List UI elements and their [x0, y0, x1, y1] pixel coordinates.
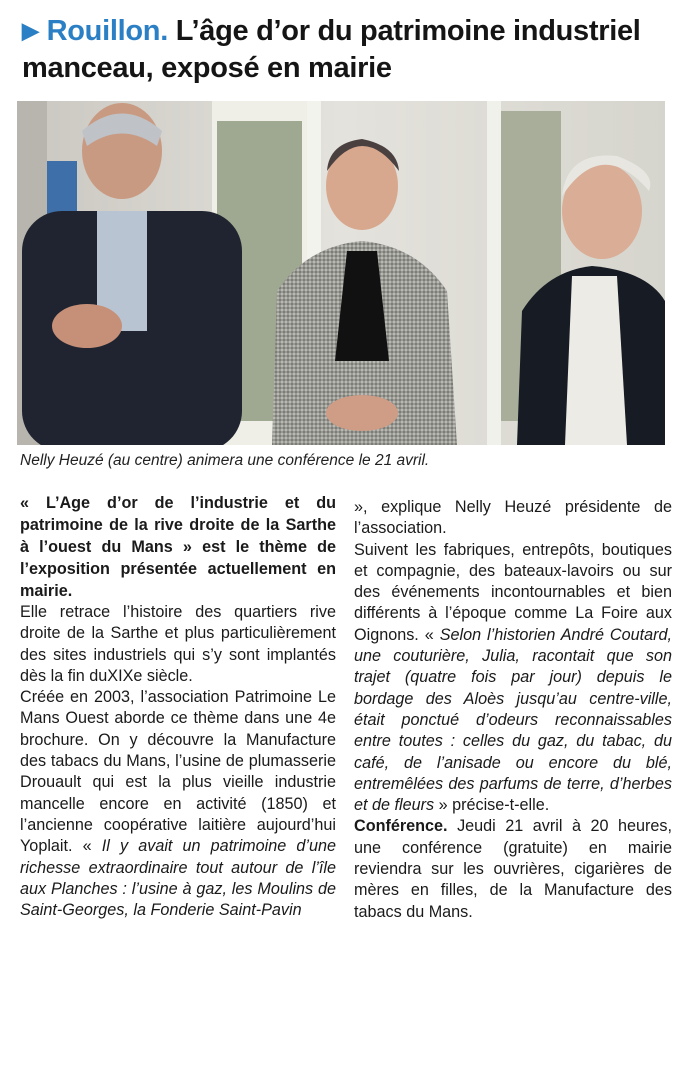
- headline: [22, 12, 672, 87]
- article-paragraph-2: [20, 687, 336, 921]
- headline-title: L’âge d’or du patrimoine industriel manceau, exposé en mairie: [22, 15, 641, 84]
- article-column-1: [20, 492, 336, 921]
- paragraph-3-end: » précise-t-elle.: [434, 796, 550, 815]
- conference-label: Conférence.: [354, 817, 448, 836]
- article-photo: [17, 101, 665, 445]
- article-paragraph-2-end: », explique Nelly Heuzé présidente de l’association.: [354, 498, 672, 538]
- conference-text: Jeudi 21 avril à 20 heures, une conférence (gratuite) en mairie reviendra sur les ouvrières, cigarières de mères en filles, de la Manufacture des tabacs du Mans.: [354, 817, 672, 921]
- paragraph-3-text: Suivent les fabriques, entrepôts, boutiques et compagnie, des bateaux-lavoirs ou sur des événements incontournables et bien différents à l’époque comme La Foire aux Oignons. «: [354, 540, 672, 644]
- article-paragraph-1: Elle retrace l’histoire des quartiers rive droite de la Sarthe et plus particulièrement des sites industriels qui s’y sont implantés dès la fin duXIXe siècle.: [20, 603, 336, 685]
- article-paragraph-4: [354, 816, 672, 922]
- headline-location: Rouillon.: [46, 15, 168, 47]
- article-paragraph-3: [354, 540, 672, 817]
- paragraph-2-quote: Il y avait un patrimoine d’une richesse extraordinaire tout autour de l’île aux Planches : l’usine à gaz, les Moulins de Saint-Georges, la Fonderie Saint-Pavin: [20, 837, 336, 920]
- paragraph-3-quote: Selon l’historien André Coutard, une couturière, Julia, racontait que son trajet (quatre fois par jour) depuis le bordage des Aloès jusqu’au centre-ville, était ponctué d’odeurs reconnaissables entre toutes : celles du gaz, du tabac, du café, de l’anisade ou encore du blé, entremêlées des parfums de terre, d’herbes et de fleurs: [354, 625, 672, 815]
- article-column-2: [354, 497, 672, 923]
- photo-caption: Nelly Heuzé (au centre) animera une conférence le 21 avril.: [20, 452, 430, 469]
- play-arrow-icon: ▶: [22, 18, 39, 43]
- article-lead: « L’Age d’or de l’industrie et du patrimoine de la rive droite de la Sarthe à l’ouest du Mans » est le thème de l’exposition présentée actuellement en mairie.: [20, 494, 336, 600]
- photo-illustration: [17, 101, 665, 445]
- paragraph-2-text: Créée en 2003, l’association Patrimoine Le Mans Ouest aborde ce thème dans une 4e brochure. On y découvre la Manufacture des tabacs du Mans, l’usine de plumasserie Drouault qui est la plus vieille industrie mancelle encore en activité (1850) et l’ancienne coopérative laitière aujourd’hui Yoplait. «: [20, 688, 336, 856]
